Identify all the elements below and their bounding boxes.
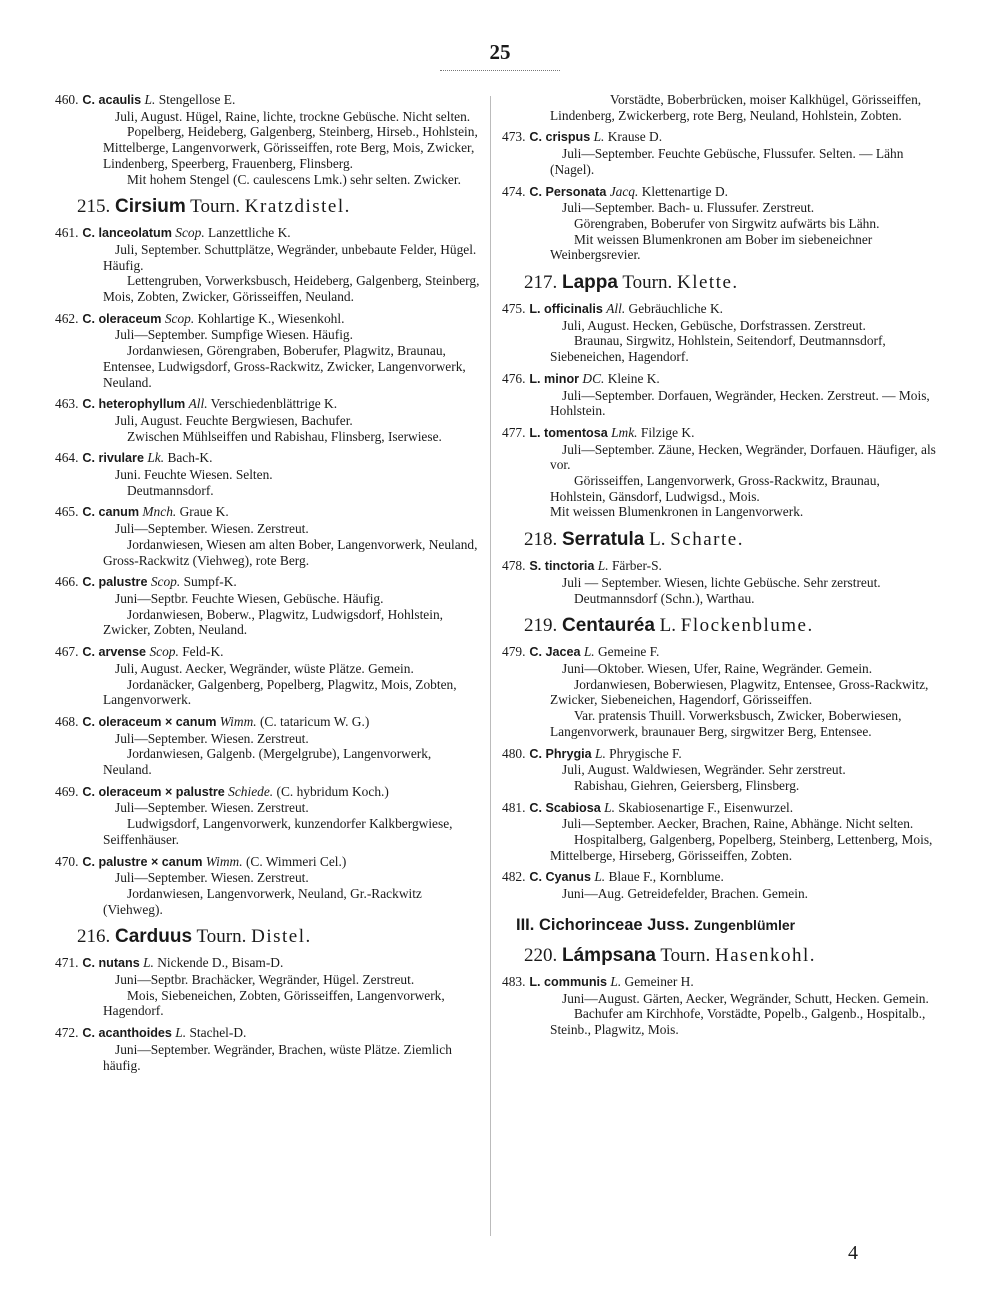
german-name: Filzige K.	[640, 424, 695, 440]
entry-description: Juli—September. Wiesen. Zerstreut.	[115, 800, 309, 816]
species-entry	[55, 92, 480, 187]
species-name: C. rivulare	[82, 451, 144, 466]
species-author: L.	[593, 129, 605, 145]
entry-number: 461.	[55, 225, 79, 241]
entry-description: Juli—September. Feuchte Gebüsche, Flussufer. Selten. — Lähn (Nagel).	[550, 146, 904, 177]
entry-localities: Lettengruben, Vorwerksbusch, Heideberg, Galgenberg, Steinberg, Mois, Zobten, Zwicker, Görisseiffen, Neuland.	[103, 273, 480, 305]
species-entry	[502, 644, 938, 739]
species-author: Scop.	[164, 310, 195, 326]
species-author: L.	[595, 745, 606, 761]
genus-author: Tourn.	[622, 272, 673, 294]
genus-german-name: Flockenblume.	[680, 615, 814, 637]
species-author: Lmk.	[611, 424, 638, 440]
species-entry	[502, 800, 938, 864]
species-author: L.	[175, 1025, 187, 1041]
german-name: Stengellose E.	[158, 92, 236, 107]
entry-note: Mit weissen Blumenkronen in Langenvorwerk.	[550, 504, 804, 520]
entry-localities: Popelberg, Heideberg, Galgenberg, Steinberg, Hirseb., Hohlstein, Mittelberge, Langenvorwerk, Görisseiffen, rote Berg, Mois, Zwicker, Lindenberg, Speerberg, Frauenberg, Flinsberg.	[103, 124, 478, 171]
entry-description: Juni—September. Wegränder, Brachen, wüste Plätze. Ziemlich häufig.	[103, 1041, 452, 1073]
species-name: L. minor	[529, 371, 580, 386]
german-name: Gebräuchliche K.	[628, 301, 723, 317]
tribe-number: III.	[516, 915, 535, 934]
entry-description: Juli, August. Hügel, Raine, lichte, trockne Gebüsche. Nicht selten.	[115, 108, 471, 124]
genus-german-name: Klette.	[676, 272, 739, 294]
entry-description: Juni—Oktober. Wiesen, Ufer, Raine, Wegränder. Gemein.	[562, 660, 873, 676]
species-entry	[502, 184, 938, 264]
entry-number: 460.	[55, 92, 79, 107]
species-name: C. Jacea	[529, 645, 581, 660]
genus-name: Centauréa	[562, 615, 655, 637]
species-entry	[55, 311, 480, 391]
species-name: L. tomentosa	[529, 425, 608, 440]
species-author: L.	[597, 558, 609, 574]
entry-localities: Görengraben, Boberufer von Sirgwitz aufwärts bis Lähn.	[574, 215, 880, 231]
page-number: 25	[489, 40, 511, 64]
entry-localities: Deutmannsdorf (Schn.), Warthau.	[574, 590, 755, 606]
species-author: Scop.	[150, 574, 181, 590]
entry-number: 482.	[502, 869, 526, 885]
entry-localities: Bachufer am Kirchhofe, Vorstädte, Popelb., Galgenb., Hospitalb., Steinb., Plagwitz, Mois.	[550, 1006, 926, 1037]
entry-description: Juli, August. Aecker, Wegränder, wüste Plätze. Gemein.	[115, 660, 414, 676]
entry-localities: Görisseiffen, Langenvorwerk, Gross-Rackwitz, Braunau, Hohlstein, Gänsdorf, Ludwigsd., Mois.	[550, 473, 880, 504]
species-author: All.	[606, 301, 626, 317]
species-author: L.	[583, 644, 595, 660]
entry-number: 474.	[502, 183, 526, 199]
genus-number: 220.	[524, 944, 558, 966]
german-name: Feld-K.	[182, 644, 224, 660]
species-name: C. arvense	[82, 645, 147, 660]
entry-localities: Zwischen Mühlseiffen und Rabishau, Flinsberg, Iserwiese.	[127, 428, 442, 444]
german-name: (C. Wimmeri Cel.)	[245, 853, 347, 869]
species-name: C. acaulis	[82, 93, 142, 107]
entry-description: Juli—September. Dorfauen, Wegränder, Hecken. Zerstreut. — Mois, Hohlstein.	[550, 387, 930, 419]
german-name: Kleine K.	[607, 370, 660, 386]
species-name: C. palustre	[82, 575, 148, 590]
species-name: C. acanthoides	[82, 1026, 172, 1041]
genus-german-name: Hasenkohl.	[715, 944, 817, 966]
species-name: C. nutans	[82, 956, 140, 971]
entry-number: 473.	[502, 129, 526, 145]
entry-number: 465.	[55, 504, 79, 520]
species-entry	[55, 714, 480, 778]
entry-description: Juni—Septbr. Feuchte Wiesen, Gebüsche. Häufig.	[115, 590, 384, 606]
genus-heading	[524, 614, 938, 638]
species-entry	[502, 129, 938, 177]
right-column	[502, 92, 938, 1044]
german-name: Bach-K.	[167, 450, 213, 466]
german-name: Skabiosenartige F., Eisenwurzel.	[618, 799, 794, 815]
entry-number: 479.	[502, 644, 526, 660]
entry-number: 480.	[502, 745, 526, 761]
german-name: (C. hybridum Koch.)	[276, 783, 389, 799]
entry-localities: Jordanwiesen, Wiesen am alten Bober, Langenvorwerk, Neuland, Gross-Rackwitz (Viehweg), rote Berg.	[103, 536, 478, 568]
species-author: L.	[144, 92, 156, 107]
genus-german-name: Distel.	[251, 926, 312, 948]
german-name: Phrygische F.	[609, 745, 682, 761]
printer-signature: 4	[848, 1242, 858, 1264]
german-name: Graue K.	[179, 504, 229, 520]
entry-description: Juli, August. Hecken, Gebüsche, Dorfstrassen. Zerstreut.	[562, 317, 866, 333]
species-author: L.	[594, 869, 606, 885]
german-name: Sumpf-K.	[183, 574, 237, 590]
species-entry	[55, 955, 480, 1019]
species-entry	[502, 974, 938, 1038]
species-name: C. Phrygia	[529, 746, 592, 761]
species-author: Wimm.	[219, 713, 257, 729]
entry-localities: Rabishau, Giehren, Geiersberg, Flinsberg.	[574, 777, 800, 793]
entry-number: 476.	[502, 370, 526, 386]
genus-heading	[77, 925, 480, 949]
species-entry	[502, 558, 938, 606]
genus-german-name: Scharte.	[670, 529, 744, 551]
entry-localities: Jordanwiesen, Galgenb. (Mergelgrube), Langenvorwerk, Neuland.	[103, 746, 432, 778]
genus-author: L.	[649, 529, 666, 551]
entry-number: 483.	[502, 973, 526, 989]
entry-description: Juni—Aug. Getreidefelder, Brachen. Gemein.	[562, 886, 808, 902]
genus-name: Serratula	[562, 529, 645, 551]
species-author: L.	[610, 973, 622, 989]
german-name: Kohlartige K., Wiesenkohl.	[197, 310, 345, 326]
entry-number: 469.	[55, 783, 79, 799]
genus-name: Lámpsana	[562, 944, 656, 966]
species-author: Schiede.	[228, 783, 274, 799]
entry-note: Mit weissen Blumenkronen am Bober im siebeneichner Weinbergsrevier.	[550, 231, 873, 263]
entry-localities: Jordanwiesen, Boberw., Plagwitz, Ludwigsdorf, Hohlstein, Zwicker, Zobten, Neuland.	[103, 606, 443, 638]
entry-localities: Deutmannsdorf.	[127, 482, 214, 498]
species-name: L. officinalis	[529, 302, 603, 317]
tribe-name: Cichorinceae	[538, 915, 643, 934]
german-name: Krause D.	[607, 129, 663, 145]
entry-localities: Jordanwiesen, Boberwiesen, Plagwitz, Entensee, Gross-Rackwitz, Zwicker, Siebeneichen, Hagendorf, Görisseiffen.	[550, 676, 929, 708]
german-name: Nickende D., Bisam-D.	[157, 955, 284, 971]
entry-variety: Var. pratensis Thuill. Vorwerksbusch, Zwicker, Boberwiesen, Langenvorwerk, braunauer Berg, sirgwitzer Berg, Entensee.	[550, 708, 902, 739]
continued-localities	[502, 92, 938, 123]
genus-heading	[524, 944, 938, 968]
genus-number: 215.	[77, 196, 111, 218]
column-divider	[490, 96, 491, 1236]
species-entry	[55, 396, 480, 444]
species-author: Jacq.	[609, 183, 639, 199]
species-author: L.	[604, 799, 615, 815]
species-entry	[55, 854, 480, 918]
species-entry	[55, 574, 480, 638]
species-name: C. Personata	[529, 184, 607, 199]
entry-description: Juli—September. Wiesen. Zerstreut.	[115, 521, 309, 537]
entry-number: 467.	[55, 644, 79, 660]
species-author: L.	[143, 955, 154, 971]
entry-description: Juli—September. Zäune, Hecken, Wegränder, Dorfauen. Häufiger, als vor.	[550, 441, 936, 473]
german-name: Gemeine F.	[598, 644, 660, 660]
entry-localities: Jordanwiesen, Langenvorwerk, Neuland, Gr.-Rackwitz (Viehweg).	[103, 885, 422, 917]
entry-number: 481.	[502, 799, 526, 815]
entry-number: 470.	[55, 853, 79, 869]
entry-localities: Ludwigsdorf, Langenvorwerk, kunzendorfer Kalkbergwiese, Seiffenhäuser.	[103, 816, 453, 847]
german-name: Blaue F., Kornblume.	[608, 869, 724, 885]
entry-number: 475.	[502, 301, 526, 317]
entry-number: 463.	[55, 396, 79, 412]
species-name: C. oleraceum	[82, 311, 162, 326]
species-name: C. oleraceum × palustre	[82, 784, 225, 799]
entry-number: 464.	[55, 450, 79, 466]
entry-number: 477.	[502, 424, 526, 440]
species-author: Lk.	[147, 450, 165, 466]
entry-description: Juli—September. Sumpfige Wiesen. Häufig.	[115, 327, 353, 343]
species-author: Scop.	[175, 225, 205, 241]
entry-description: Juli—September. Aecker, Brachen, Raine, Abhänge. Nicht selten.	[562, 816, 914, 832]
species-author: DC.	[582, 370, 605, 386]
entry-localities: Braunau, Sirgwitz, Hohlstein, Seitendorf, Deutmannsdorf, Siebeneichen, Hagendorf.	[550, 333, 886, 365]
species-author: Wimm.	[205, 853, 243, 869]
entry-description: Juli—September. Bach- u. Flussufer. Zerstreut.	[562, 200, 815, 216]
tribe-heading	[516, 914, 938, 936]
entry-description: Juli—September. Wiesen. Zerstreut.	[115, 870, 309, 886]
header-rule	[440, 70, 560, 71]
species-author: Mnch.	[142, 504, 177, 520]
german-name: Gemeiner H.	[624, 973, 694, 989]
german-name: Klettenartige D.	[641, 183, 728, 199]
entry-localities: Jordanwiesen, Görengraben, Boberufer, Plagwitz, Braunau, Entensee, Ludwigsdorf, Gross-Rackwitz, Zwicker, Langenvorwerk, Neuland.	[103, 343, 466, 390]
genus-author: Tourn.	[190, 196, 241, 218]
species-entry	[55, 1025, 480, 1073]
entry-number: 468.	[55, 713, 79, 729]
german-name: (C. tataricum W. G.)	[259, 713, 370, 729]
genus-number: 219.	[524, 615, 558, 637]
genus-name: Lappa	[562, 272, 618, 294]
species-name: C. crispus	[529, 130, 591, 145]
species-author: All.	[188, 396, 208, 412]
species-entry	[55, 450, 480, 498]
species-entry	[502, 746, 938, 794]
genus-number: 217.	[524, 272, 558, 294]
entry-description: Juli—September. Wiesen. Zerstreut.	[115, 730, 309, 746]
genus-number: 216.	[77, 926, 111, 948]
species-entry	[55, 644, 480, 708]
entry-description: Juni. Feuchte Wiesen. Selten.	[115, 467, 273, 483]
tribe-author: Juss.	[647, 915, 690, 934]
genus-german-name: Kratzdistel.	[244, 196, 351, 218]
species-name: L. communis	[529, 974, 608, 989]
entry-localities: Mois, Siebeneichen, Zobten, Görisseiffen, Langenvorwerk, Hagendorf.	[103, 987, 445, 1019]
entry-number: 466.	[55, 574, 79, 590]
species-entry	[502, 425, 938, 520]
entry-number: 472.	[55, 1025, 79, 1041]
tribe-german-name: Zungenblümler	[693, 916, 796, 933]
german-name: Lanzettliche K.	[208, 225, 291, 241]
species-name: C. Cyanus	[529, 870, 591, 885]
species-name: C. lanceolatum	[82, 226, 172, 241]
entry-description: Juli, August. Feuchte Bergwiesen, Bachufer.	[115, 412, 353, 428]
entry-description: Juli — September. Wiesen, lichte Gebüsche. Sehr zerstreut.	[562, 574, 881, 590]
species-name: S. tinctoria	[529, 559, 595, 574]
species-name: C. oleraceum × canum	[82, 714, 217, 729]
species-entry	[55, 504, 480, 568]
species-name: C. heterophyllum	[82, 397, 186, 412]
genus-name: Carduus	[115, 926, 193, 948]
german-name: Stachel-D.	[189, 1025, 247, 1041]
species-entry	[55, 784, 480, 848]
entry-localities: Jordanäcker, Galgenberg, Popelberg, Plagwitz, Mois, Zobten, Langenvorwerk.	[103, 676, 457, 708]
genus-number: 218.	[524, 529, 558, 551]
entry-description: Juli, August. Waldwiesen, Wegränder. Sehr zerstreut.	[562, 762, 846, 778]
species-name: C. canum	[82, 505, 140, 520]
species-entry	[502, 869, 938, 901]
genus-heading	[77, 195, 480, 219]
german-name: Färber-S.	[611, 558, 662, 574]
entry-number: 471.	[55, 955, 79, 971]
genus-heading	[524, 271, 938, 295]
species-name: C. Scabiosa	[529, 800, 601, 815]
entry-number: 478.	[502, 558, 526, 574]
genus-author: L.	[659, 615, 677, 637]
genus-author: Tourn.	[660, 944, 711, 966]
entry-description: Juni—August. Gärten, Aecker, Wegränder, Schutt, Hecken. Gemein.	[562, 990, 929, 1006]
species-author: Scop.	[149, 644, 179, 660]
species-entry	[502, 371, 938, 419]
entry-localities: Vorstädte, Boberbrücken, moiser Kalkhügel, Görisseiffen, Lindenberg, Zwickerberg, rote Berg, Neuland, Hohlstein, Zobten.	[550, 92, 922, 123]
entry-localities: Hospitalberg, Galgenberg, Popelberg, Steinberg, Lettenberg, Mois, Mittelberge, Hirseberg, Görisseiffen, Zobten.	[550, 832, 933, 863]
genus-heading	[524, 528, 938, 552]
left-column	[55, 92, 480, 1079]
entry-description: Juni—Septbr. Brachäcker, Wegränder, Hügel. Zerstreut.	[115, 972, 415, 988]
species-name: C. palustre × canum	[82, 854, 203, 869]
entry-description: Juli, September. Schuttplätze, Wegränder, unbebaute Felder, Hügel. Häufig.	[103, 241, 477, 273]
genus-author: Tourn.	[196, 926, 247, 948]
species-entry	[55, 225, 480, 305]
german-name: Verschiedenblättrige K.	[210, 396, 338, 412]
species-entry	[502, 301, 938, 365]
entry-number: 462.	[55, 310, 79, 326]
genus-name: Cirsium	[115, 196, 186, 218]
entry-note: Mit hohem Stengel (C. caulescens Lmk.) sehr selten. Zwicker.	[127, 171, 461, 187]
